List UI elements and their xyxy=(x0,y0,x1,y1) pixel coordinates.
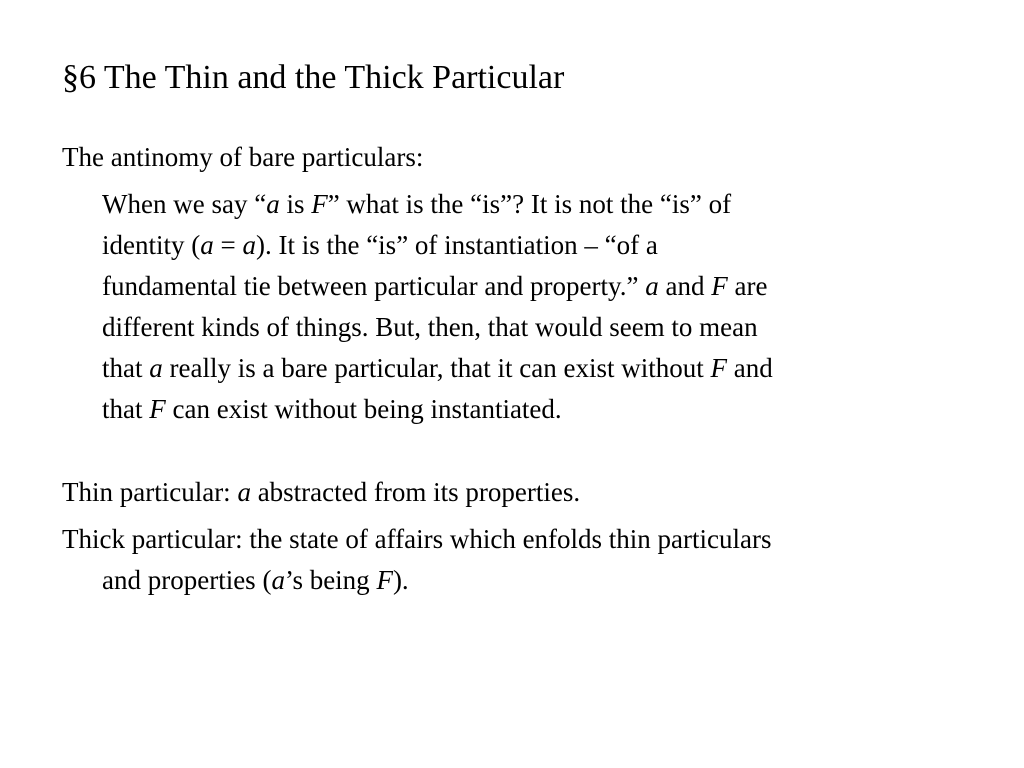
thick-particular-line-2: and properties (a’s being F). xyxy=(102,565,409,595)
quote-line-5: that a really is a bare particular, that it can exist without F and xyxy=(102,353,773,383)
slide-title: §6 The Thin and the Thick Particular xyxy=(62,59,565,96)
heading-antinomy: The antinomy of bare particulars: xyxy=(62,142,424,172)
slide-body xyxy=(62,137,982,601)
quote-line-2: identity (a = a). It is the “is” of instantiation – “of a xyxy=(102,230,658,260)
quote-block xyxy=(62,184,982,430)
quote-line-4: different kinds of things. But, then, that would seem to mean xyxy=(102,312,758,342)
thin-particular-line: Thin particular: a abstracted from its properties. xyxy=(62,477,581,507)
thick-particular-block xyxy=(62,519,982,601)
quote-line-6: that F can exist without being instantiated. xyxy=(102,394,562,424)
quote-line-3: fundamental tie between particular and property.” a and F are xyxy=(102,271,768,301)
thick-particular-line-1: Thick particular: the state of affairs which enfolds thin particulars xyxy=(62,524,772,554)
quote-line-1: When we say “a is F” what is the “is”? It is not the “is” of xyxy=(102,189,732,219)
